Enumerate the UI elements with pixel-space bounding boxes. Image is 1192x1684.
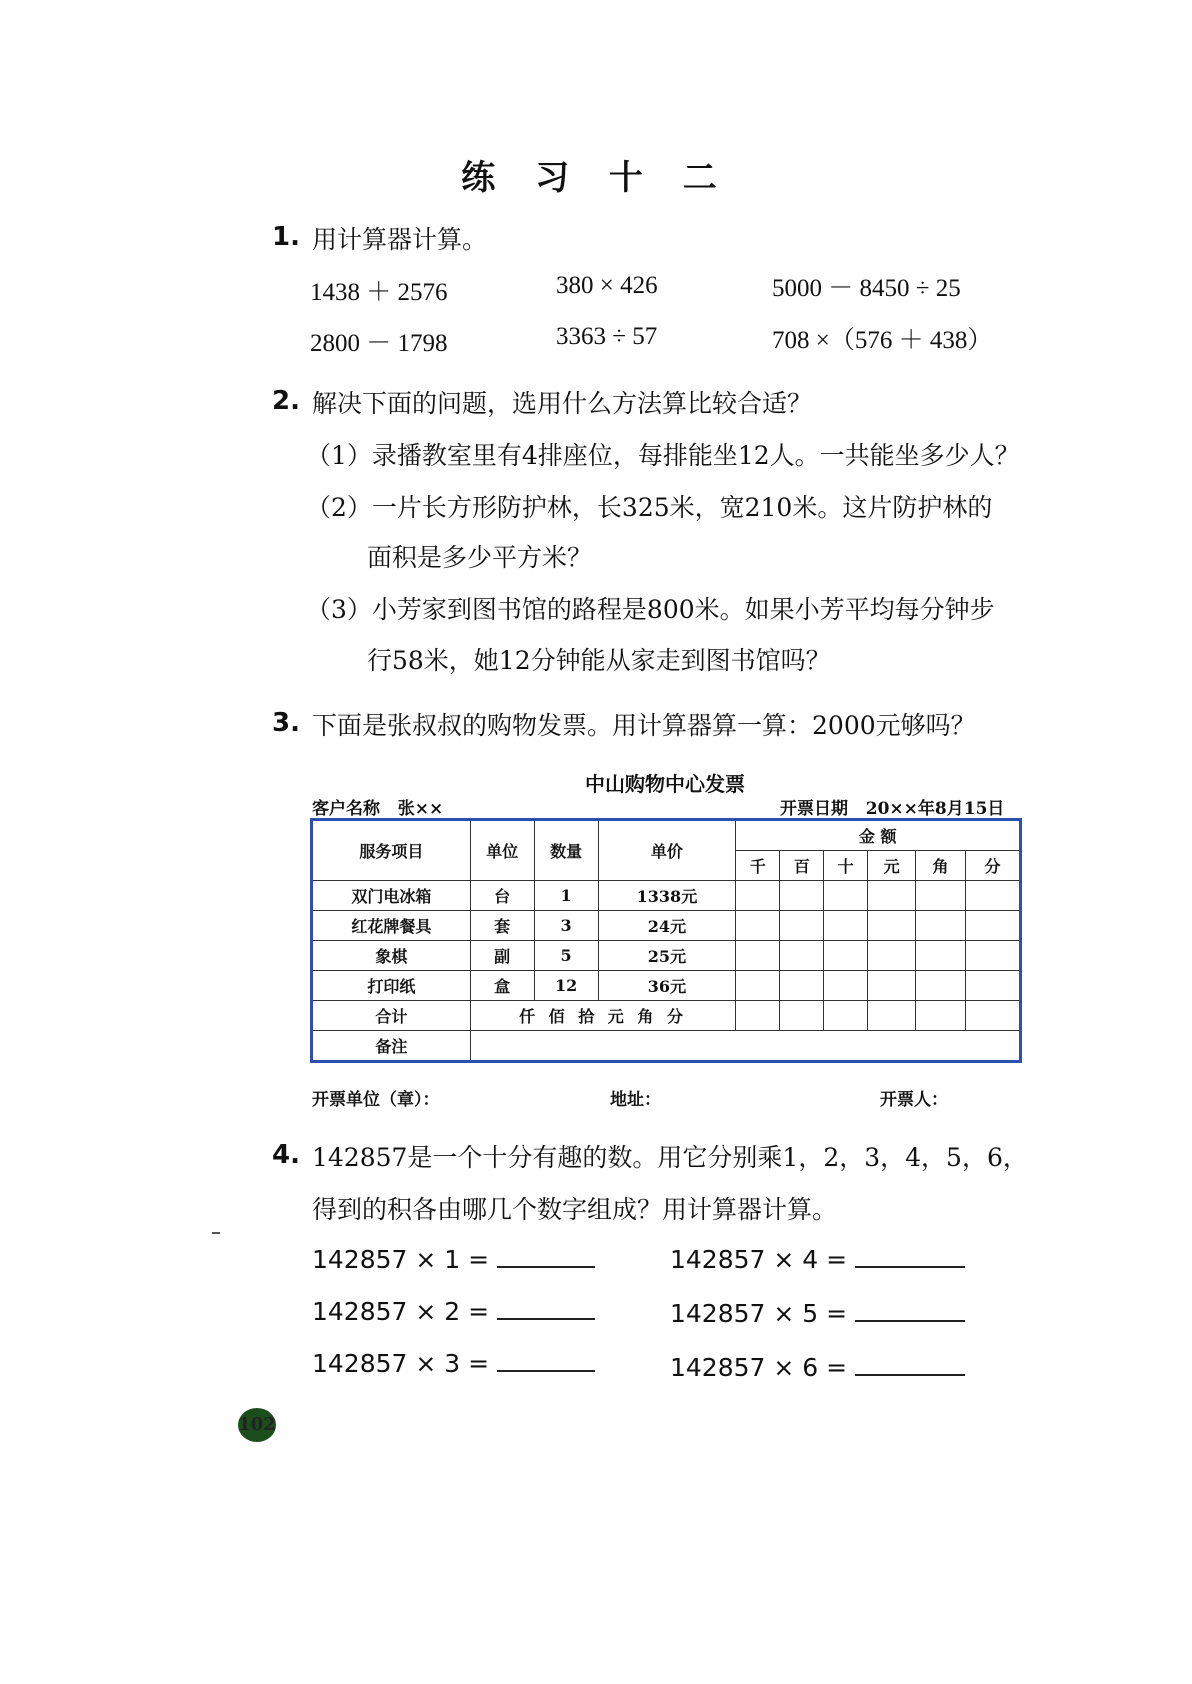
remark-row [313,1031,1020,1061]
amount-cell[interactable] [868,911,916,941]
answer-blank[interactable] [497,1296,595,1320]
digit-yuan: 元 [868,851,916,881]
row-unit: 副 [470,941,534,971]
calc-expression: 142857 × 1 = [312,1245,490,1274]
answer-blank[interactable] [497,1244,595,1268]
amount-cell[interactable] [966,941,1020,971]
invoice-footer-issuer: 开票人： [880,1090,948,1110]
invoice-table [312,820,1020,1061]
answer-blank[interactable] [855,1352,965,1376]
row-qty: 5 [534,941,598,971]
row-item: 打印纸 [313,971,471,1001]
row-unit: 台 [470,881,534,911]
invoice-customer [312,794,443,819]
q1-expr-4: 2800 － 1798 [310,330,448,357]
amount-cell[interactable] [966,911,1020,941]
q2-item-2-cont: 面积是多少平方米？ [367,543,593,572]
digit-jiao: 角 [916,851,966,881]
q1-expr-1: 1438 ＋ 2576 [310,279,448,306]
q4-line-2: 得到的积各由哪几个数字组成？用计算器计算。 [312,1195,838,1224]
amount-cell[interactable] [916,881,966,911]
row-unit: 盒 [470,971,534,1001]
total-units: 仟 佰 拾 元 角 分 [470,1001,736,1031]
q2-item-3-cont: 行58米，她12分钟能从家走到图书馆吗？ [367,646,831,675]
amount-cell[interactable] [736,911,780,941]
row-qty: 1 [534,881,598,911]
row-price: 1338元 [598,881,736,911]
amount-cell[interactable] [916,1001,966,1031]
table-row [313,911,1020,941]
amount-cell[interactable] [966,1001,1020,1031]
header-amount: 金 额 [736,821,1020,851]
calc-expression: 142857 × 3 = [312,1349,490,1378]
amount-cell[interactable] [780,971,824,1001]
q4-calc-1 [312,1244,595,1274]
amount-cell[interactable] [824,881,868,911]
digit-hundred: 百 [780,851,824,881]
q2-prompt: 解决下面的问题，选用什么方法算比较合适？ [312,389,813,418]
invoice-title: 中山购物中心发票 [585,772,745,796]
row-price: 24元 [598,911,736,941]
table-row [313,941,1020,971]
remark-label: 备注 [313,1031,471,1061]
answer-blank[interactable] [855,1244,965,1268]
total-row [313,1001,1020,1031]
table-row [313,971,1020,1001]
date-label: 开票日期 [780,799,848,819]
page-title: 练 习 十 二 [461,158,731,198]
invoice-footer-address: 地址： [610,1090,661,1110]
digit-thousand: 千 [736,851,780,881]
answer-blank[interactable] [855,1298,965,1322]
q3-prompt: 下面是张叔叔的购物发票。用计算器算一算：2000元够吗？ [312,711,976,740]
amount-cell[interactable] [966,971,1020,1001]
q4-line-1: 142857是一个十分有趣的数。用它分别乘1，2，3，4，5，6， [312,1143,1028,1172]
row-price: 25元 [598,941,736,971]
header-qty: 数量 [534,821,598,881]
amount-cell[interactable] [824,1001,868,1031]
invoice-date [780,794,1004,819]
calc-expression: 142857 × 6 = [670,1353,848,1382]
q1-expr-2: 380 × 426 [556,272,658,299]
row-qty: 12 [534,971,598,1001]
q1-expr-3: 5000 － 8450 ÷ 25 [772,275,961,302]
q1-prompt: 用计算器计算。 [312,225,488,254]
q1-expr-6: 708 ×（576 ＋ 438） [772,327,993,354]
invoice-footer-seal: 开票单位（章）： [312,1090,440,1110]
table-row [313,881,1020,911]
amount-cell[interactable] [916,911,966,941]
calc-expression: 142857 × 2 = [312,1297,490,1326]
amount-cell[interactable] [824,971,868,1001]
answer-blank[interactable] [497,1348,595,1372]
row-item: 红花牌餐具 [313,911,471,941]
amount-cell[interactable] [736,941,780,971]
amount-cell[interactable] [966,881,1020,911]
row-item: 双门电冰箱 [313,881,471,911]
amount-cell[interactable] [868,881,916,911]
calc-expression: 142857 × 4 = [670,1245,848,1274]
amount-cell[interactable] [780,911,824,941]
total-label: 合计 [313,1001,471,1031]
q4-calc-6 [670,1352,965,1382]
amount-cell[interactable] [736,881,780,911]
customer-label: 客户名称 [312,799,380,819]
amount-cell[interactable] [824,941,868,971]
calc-expression: 142857 × 5 = [670,1299,848,1328]
digit-fen: 分 [966,851,1020,881]
customer-value: 张×× [397,799,444,819]
amount-cell[interactable] [736,971,780,1001]
amount-cell[interactable] [824,911,868,941]
amount-cell[interactable] [780,881,824,911]
amount-cell[interactable] [916,971,966,1001]
amount-cell[interactable] [868,941,916,971]
q4-calc-2 [312,1296,595,1326]
header-price: 单价 [598,821,736,881]
q2-number: 2. [272,386,300,416]
amount-cell[interactable] [916,941,966,971]
q2-item-2: （2）一片长方形防护林，长325米，宽210米。这片防护林的 [306,493,993,522]
remark-field[interactable] [470,1031,1019,1061]
q2-item-1: （1）录播教室里有4排座位，每排能坐12人。一共能坐多少人？ [306,441,1020,470]
q4-calc-3 [312,1348,595,1378]
amount-cell[interactable] [868,1001,916,1031]
q4-number: 4. [272,1140,300,1170]
amount-cell[interactable] [736,1001,780,1031]
page-number-badge: 102 [238,1408,276,1442]
header-item: 服务项目 [313,821,471,881]
digit-ten: 十 [824,851,868,881]
header-unit: 单位 [470,821,534,881]
q1-expr-5: 3363 ÷ 57 [556,323,658,350]
invoice-header-row [313,821,1020,851]
stray-mark [212,1232,220,1234]
row-unit: 套 [470,911,534,941]
amount-cell[interactable] [780,1001,824,1031]
row-item: 象棋 [313,941,471,971]
amount-cell[interactable] [780,941,824,971]
q4-calc-5 [670,1298,965,1328]
amount-cell[interactable] [868,971,916,1001]
row-qty: 3 [534,911,598,941]
date-value: 20××年8月15日 [865,799,1005,819]
q4-calc-4 [670,1244,965,1274]
row-price: 36元 [598,971,736,1001]
q3-number: 3. [272,708,300,738]
q1-number: 1. [272,222,300,252]
q2-item-3: （3）小芳家到图书馆的路程是800米。如果小芳平均每分钟步 [306,595,995,624]
